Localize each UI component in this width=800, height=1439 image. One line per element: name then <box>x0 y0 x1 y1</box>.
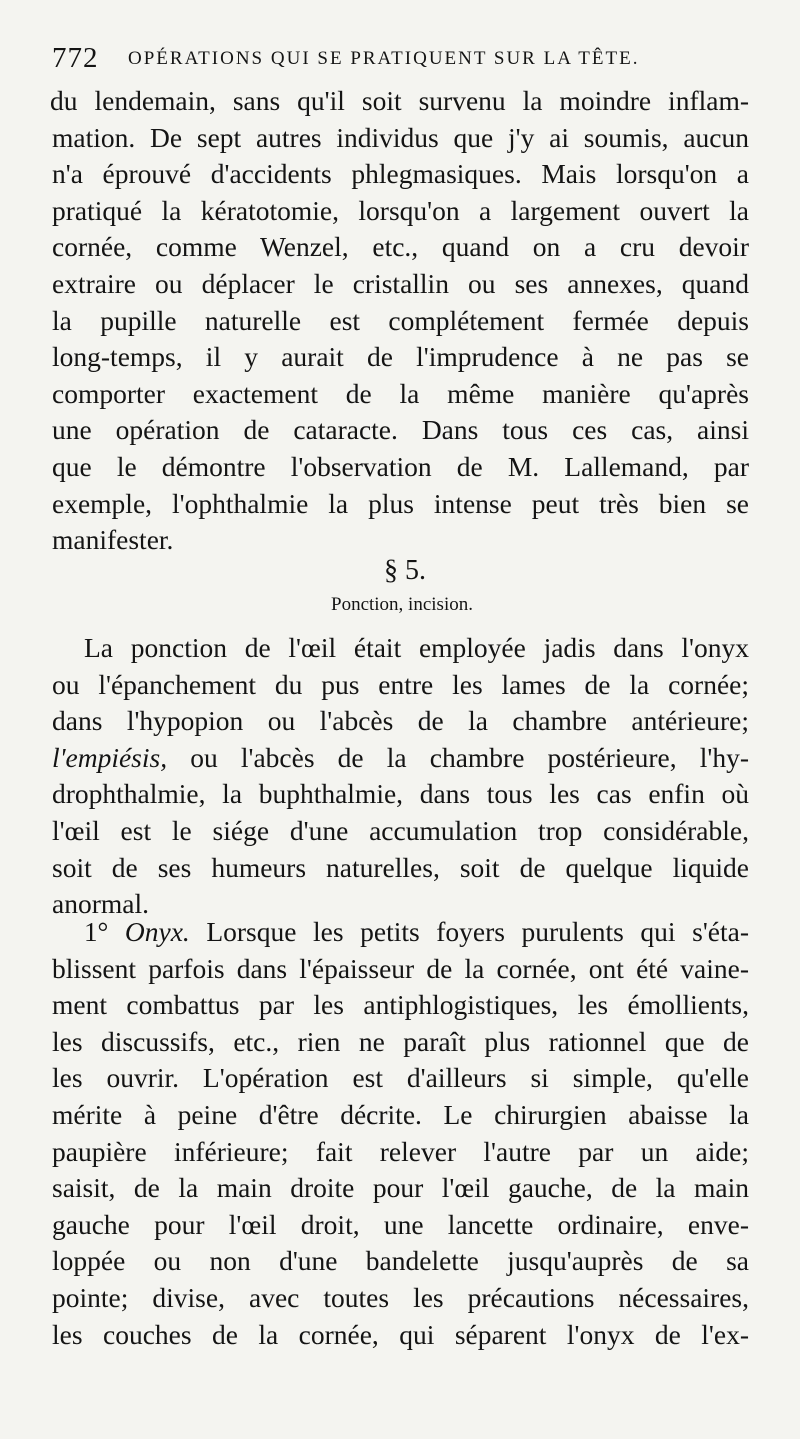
text-line: extraire ou déplacer le cristallin ou ses annexes, quand <box>52 267 749 299</box>
text-line: loppée ou non d'une bandelette jusqu'auprès de sa <box>52 1245 749 1277</box>
text-line: la pupille naturelle est complétement fermée depuis <box>52 304 749 336</box>
text-line: paupière inférieure; fait relever l'autre par un aide; <box>52 1135 749 1167</box>
text-line: soit de ses humeurs naturelles, soit de quelque liquide <box>52 851 749 883</box>
text-line: une opération de cataracte. Dans tous ces cas, ainsi <box>52 414 749 446</box>
text-line: anormal. <box>52 888 149 920</box>
text-fragment: ou l'abcès de la chambre postérieure, l'hy- <box>167 741 749 773</box>
text-line: pratiqué la kératotomie, lorsqu'on a largement ouvert la <box>52 194 749 226</box>
text-line: dans l'hypopion ou l'abcès de la chambre antérieure; <box>52 705 749 737</box>
page-header <box>40 40 760 76</box>
text-line: du lendemain, sans qu'il soit survenu la moindre inflam- <box>50 85 749 116</box>
paragraph-ponction <box>52 630 749 923</box>
text-line: blissent parfois dans l'épaisseur de la cornée, ont été vaine- <box>52 952 749 984</box>
item-number: 1° <box>84 917 109 947</box>
text-line: manifester. <box>52 524 174 556</box>
section-title: Ponction, incision. <box>331 594 473 615</box>
text-line: les couches de la cornée, qui séparent l'onyx de l'ex- <box>52 1318 749 1350</box>
text-line: les ouvrir. L'opération est d'ailleurs si simple, qu'elle <box>52 1062 749 1094</box>
text-line: n'a éprouvé d'accidents phlegmasiques. Mais lorsqu'on a <box>52 158 749 190</box>
text-line: exemple, l'ophthalmie la plus intense peut très bien se <box>52 487 749 519</box>
text-line <box>52 914 749 951</box>
text-fragment: Lorsque les petits foyers purulents qui s'éta- <box>189 916 749 947</box>
text-line: drophthalmie, la buphthalmie, dans tous les cas enfin où <box>52 778 749 810</box>
text-line: comporter exactement de la même manière qu'après <box>52 377 749 409</box>
paragraph-continued <box>52 83 749 559</box>
italic-term: l'empiésis, <box>52 741 168 773</box>
text-line: ou l'épanchement du pus entre les lames de la cornée; <box>52 668 749 700</box>
text-line: ment combattus par les antiphlogistiques, les émollients, <box>52 989 749 1021</box>
section-number: § 5. <box>384 555 426 586</box>
text-line: long-temps, il y aurait de l'imprudence à ne pas se <box>52 341 749 373</box>
text-line: que le démontre l'observation de M. Lallemand, par <box>52 450 749 482</box>
paragraph-onyx <box>52 914 749 1353</box>
text-line: gauche pour l'œil droit, une lancette ordinaire, enve- <box>52 1208 749 1240</box>
text-line: cornée, comme Wenzel, etc., quand on a cru devoir <box>52 231 749 263</box>
text-line <box>52 740 749 777</box>
text-line: l'œil est le siége d'une accumulation trop considérable, <box>52 814 749 846</box>
text-line: les discussifs, etc., rien ne paraît plus rationnel que de <box>52 1025 749 1057</box>
running-title: OPÉRATIONS QUI SE PRATIQUENT SUR LA TÊTE. <box>128 48 640 69</box>
italic-term: Onyx. <box>124 916 190 947</box>
page-number: 772 <box>52 42 99 74</box>
text-line: La ponction de l'œil était employée jadis dans l'onyx <box>84 632 749 663</box>
text-line: mation. De sept autres individus que j'y ai soumis, aucun <box>52 121 749 153</box>
text-line: mérite à peine d'être décrite. Le chirurgien abaisse la <box>52 1098 749 1130</box>
text-line: saisit, de la main droite pour l'œil gauche, de la main <box>52 1172 749 1204</box>
text-line: pointe; divise, avec toutes les précautions nécessaires, <box>52 1281 749 1313</box>
